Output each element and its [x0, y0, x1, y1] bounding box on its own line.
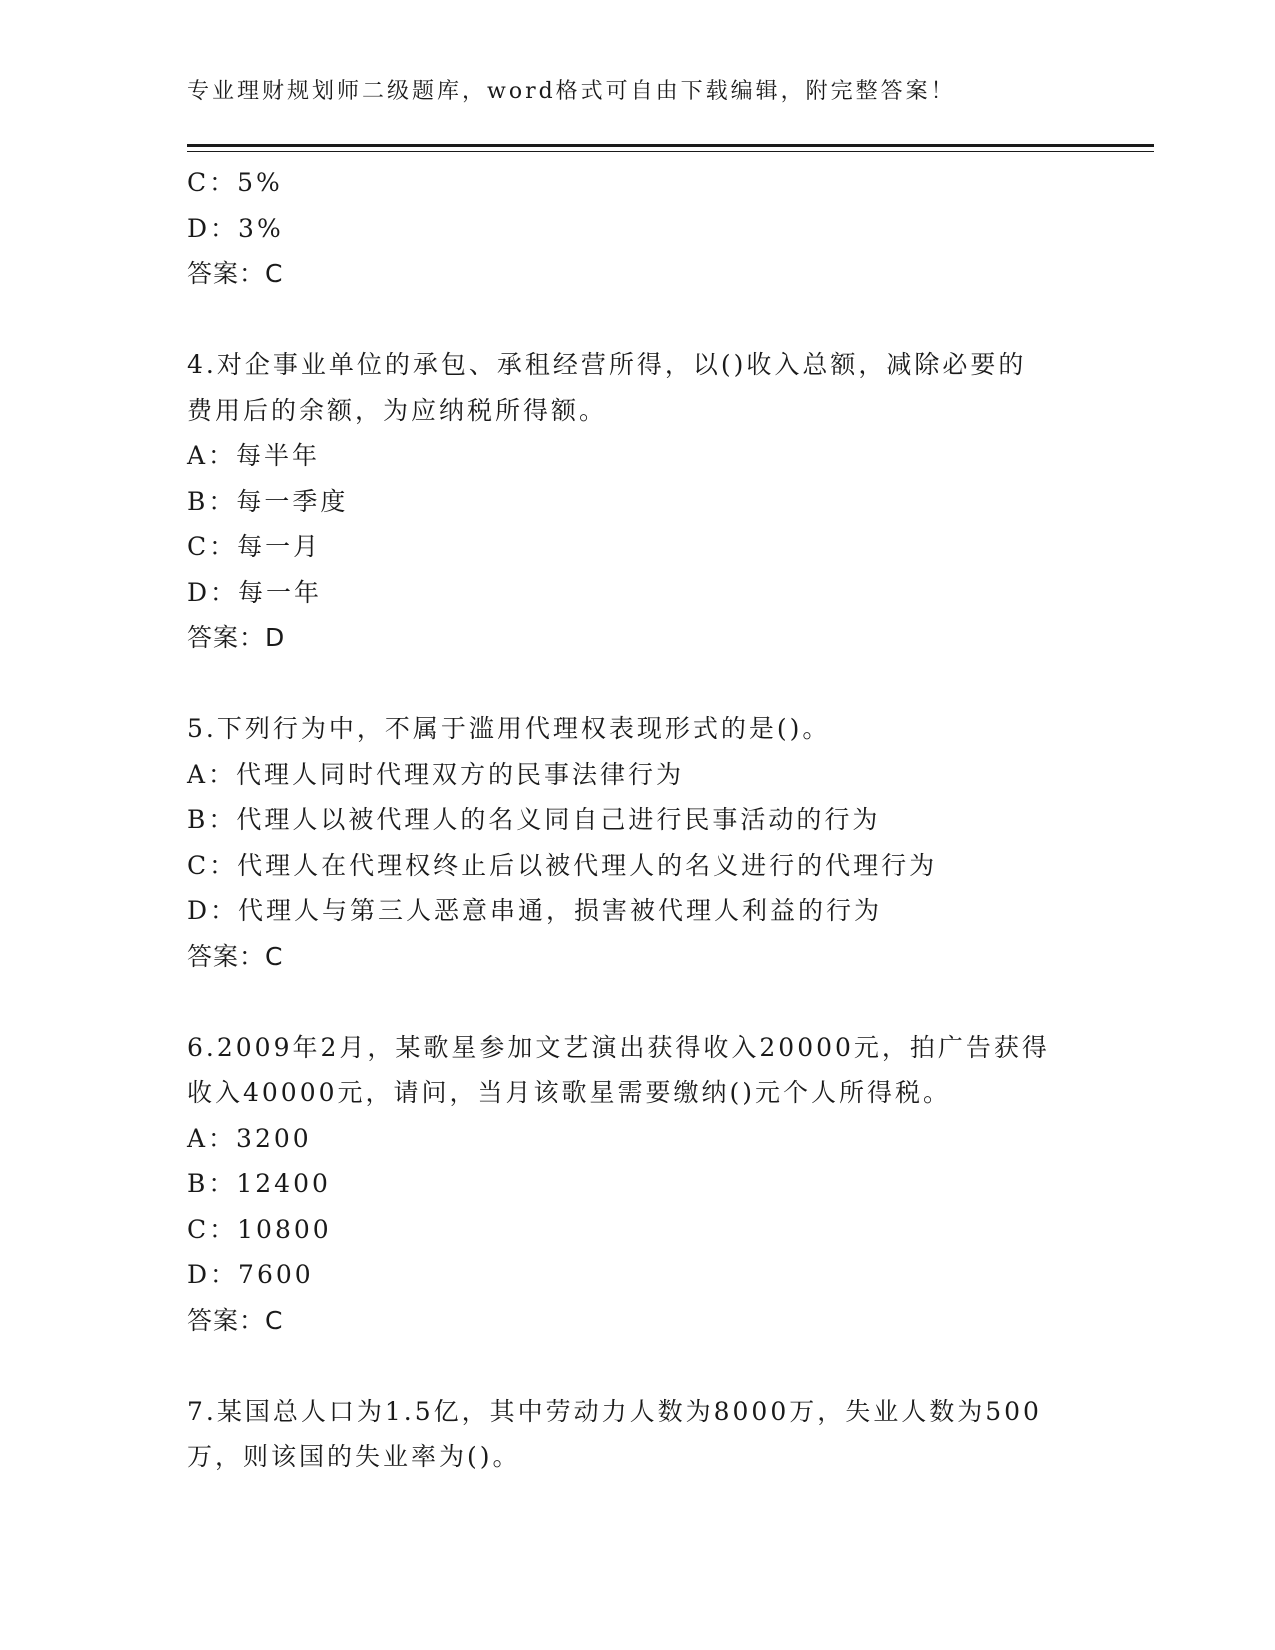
- question-line: 5.下列行为中，不属于滥用代理权表现形式的是()。: [187, 714, 831, 743]
- answer-line: 答案：C: [187, 259, 284, 288]
- spacer: [187, 979, 1087, 1025]
- question-line: D：每一年: [187, 577, 323, 607]
- header-rule-thick: [187, 144, 1154, 147]
- question-line: B：每一季度: [187, 486, 349, 516]
- question-line: A：代理人同时代理双方的民事法律行为: [187, 759, 685, 789]
- header-rule-thin: [187, 151, 1154, 152]
- question-line: C：代理人在代理权终止后以被代理人的名义进行的代理行为: [187, 850, 938, 880]
- question-line: 万，则该国的失业率为()。: [187, 1442, 521, 1471]
- spacer: [187, 661, 1087, 707]
- question-line: C：10800: [187, 1214, 332, 1244]
- spacer: [187, 1343, 1087, 1389]
- question-content: [187, 160, 1087, 1480]
- question-line: 4.对企事业单位的承包、承租经营所得，以()收入总额，减除必要的: [187, 350, 1027, 379]
- question-line: B：代理人以被代理人的名义同自己进行民事活动的行为: [187, 805, 881, 834]
- question-line: C：5%: [187, 168, 283, 197]
- question-line: D：3%: [187, 213, 284, 243]
- question-line: A：每半年: [187, 441, 321, 470]
- answer-line: 答案：C: [187, 941, 284, 971]
- question-line: D：代理人与第三人恶意串通，损害被代理人利益的行为: [187, 896, 883, 925]
- answer-line: 答案：C: [187, 1305, 284, 1335]
- question-line: 费用后的余额，为应纳税所得额。: [187, 395, 608, 425]
- spacer: [187, 297, 1087, 343]
- page-header: 专业理财规划师二级题库，word格式可自由下载编辑，附完整答案！: [187, 79, 956, 104]
- question-line: B：12400: [187, 1169, 331, 1198]
- question-line: C：每一月: [187, 532, 322, 561]
- question-line: 7.某国总人口为1.5亿，其中劳动力人数为8000万，失业人数为500: [187, 1396, 1042, 1426]
- question-line: D：7600: [187, 1260, 314, 1289]
- answer-line: 答案：D: [187, 623, 286, 652]
- question-line: 收入40000元，请问，当月该歌星需要缴纳()元个人所得税。: [187, 1078, 952, 1107]
- question-line: 6.2009年2月，某歌星参加文艺演出获得收入20000元，拍广告获得: [187, 1032, 1050, 1062]
- question-line: A：3200: [187, 1123, 312, 1153]
